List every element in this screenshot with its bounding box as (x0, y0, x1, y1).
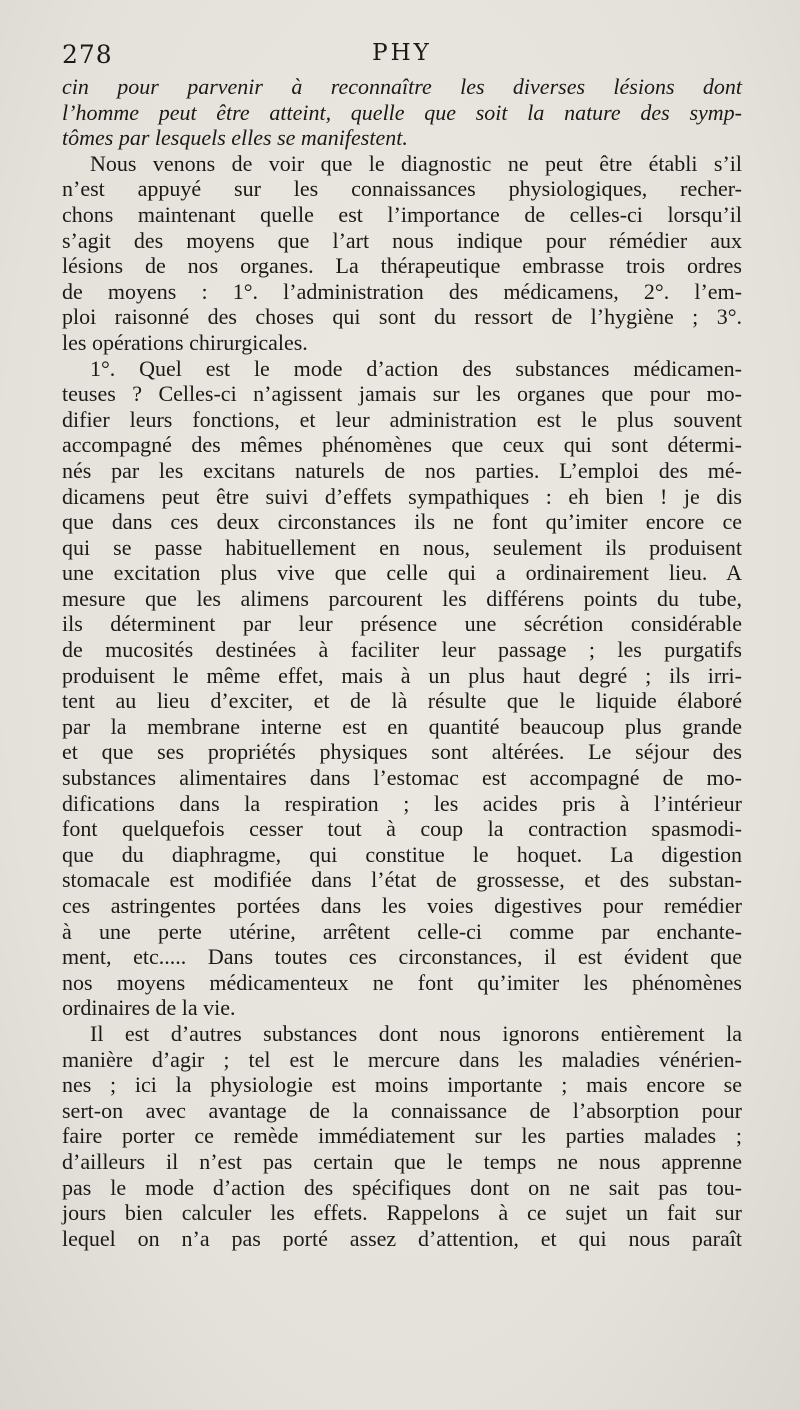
text-line: d’ailleurs il n’est pas certain que le temps ne nous apprenne (62, 1148, 742, 1174)
text-line: n’est appuyé sur les connaissances physiologiques, recher- (62, 176, 742, 202)
text-line: manière d’agir ; tel est le mercure dans les maladies vénérien- (62, 1046, 742, 1072)
text-line: ment, etc..... Dans toutes ces circonstances, il est évident que (62, 944, 742, 970)
text-line: jours bien calculer les effets. Rappelons à ce sujet un fait sur (62, 1200, 742, 1226)
text-line: 1°. Quel est le mode d’action des substances médicamen- (90, 355, 742, 381)
text-line: ordinaires de la vie. (62, 995, 236, 1021)
text-line: de mucosités destinées à faciliter leur passage ; les purgatifs (62, 637, 742, 663)
text-line: pas le mode d’action des spécifiques dont on ne sait pas tou- (62, 1174, 742, 1200)
text-line: stomacale est modifiée dans l’état de grossesse, et des substan- (62, 867, 742, 893)
text-line: une excitation plus vive que celle qui a ordinairement lieu. A (62, 560, 742, 586)
text-line: teuses ? Celles-ci n’agissent jamais sur les organes que pour mo- (62, 381, 742, 407)
text-line: de moyens : 1°. l’administration des médicamens, 2°. l’em- (62, 278, 742, 304)
text-line: ils déterminent par leur présence une sécrétion considérable (62, 611, 742, 637)
text-line: substances alimentaires dans l’estomac est accompagné de mo- (62, 765, 742, 791)
text-line: par la membrane interne est en quantité beaucoup plus grande (62, 713, 742, 739)
text-line: mesure que les alimens parcourent les différens points du tube, (62, 585, 742, 611)
text-line: ces astringentes portées dans les voies digestives pour remédier (62, 893, 742, 918)
text-line: dicamens peut être suivi d’effets sympathiques : eh bien ! je dis (62, 483, 742, 509)
text-line: tent au lieu d’exciter, et de là résulte que le liquide élaboré (62, 688, 742, 714)
text-line: s’agit des moyens que l’art nous indique pour rémédier aux (62, 227, 742, 253)
text-line: produisent le même effet, mais à un plus haut degré ; ils irri- (62, 662, 742, 688)
text-line: les opérations chirurgicales. (62, 329, 308, 355)
text-line: cin pour parvenir à reconnaître les diverses lésions dont (62, 74, 742, 99)
text-line: lequel on n’a pas porté assez d’attention, et qui nous paraît (62, 1225, 742, 1251)
body-text (62, 74, 742, 1251)
text-line: faire porter ce remède immédiatement sur les parties malades ; (62, 1123, 742, 1149)
text-line: que du diaphragme, qui constitue le hoquet. La digestion (62, 841, 742, 867)
page-number: 278 (62, 40, 113, 69)
text-line: et que ses propriétés physiques sont altérées. Le séjour des (62, 739, 742, 765)
text-line: Il est d’autres substances dont nous ignorons entièrement la (90, 1020, 742, 1046)
text-line: que dans ces deux circonstances ils ne font qu’imiter encore ce (62, 509, 742, 535)
text-line: difier leurs fonctions, et leur administration est le plus souvent (62, 406, 742, 432)
running-head (62, 40, 742, 74)
text-line: l’homme peut être atteint, quelle que soit la nature des symp- (62, 99, 742, 125)
running-head-title: PHY (372, 40, 432, 66)
text-line: nos moyens médicamenteux ne font qu’imiter les phénomènes (62, 969, 742, 995)
text-line: tômes par lesquels elles se manifestent. (62, 125, 408, 151)
text-line: qui se passe habituellement en nous, seulement ils produisent (62, 534, 742, 560)
text-line: ploi raisonné des choses qui sont du ressort de l’hygiène ; 3°. (62, 304, 742, 330)
text-line: Nous venons de voir que le diagnostic ne peut être établi s’il (90, 150, 742, 176)
text-line: lésions de nos organes. La thérapeutique embrasse trois ordres (62, 253, 742, 279)
text-line: accompagné des mêmes phénomènes que ceux qui sont détermi- (62, 432, 742, 458)
text-line: nés par les excitans naturels de nos parties. L’emploi des mé- (62, 457, 742, 483)
text-line: font quelquefois cesser tout à coup la contraction spasmodi- (62, 816, 742, 842)
text-line: sert-on avec avantage de la connaissance de l’absorption pour (62, 1097, 742, 1123)
text-line: nes ; ici la physiologie est moins importante ; mais encore se (62, 1072, 742, 1098)
text-line: difications dans la respiration ; les acides pris à l’intérieur (62, 790, 742, 816)
text-line: à une perte utérine, arrêtent celle-ci comme par enchante- (62, 918, 742, 944)
text-line: chons maintenant quelle est l’importance de celles-ci lorsqu’il (62, 201, 742, 227)
